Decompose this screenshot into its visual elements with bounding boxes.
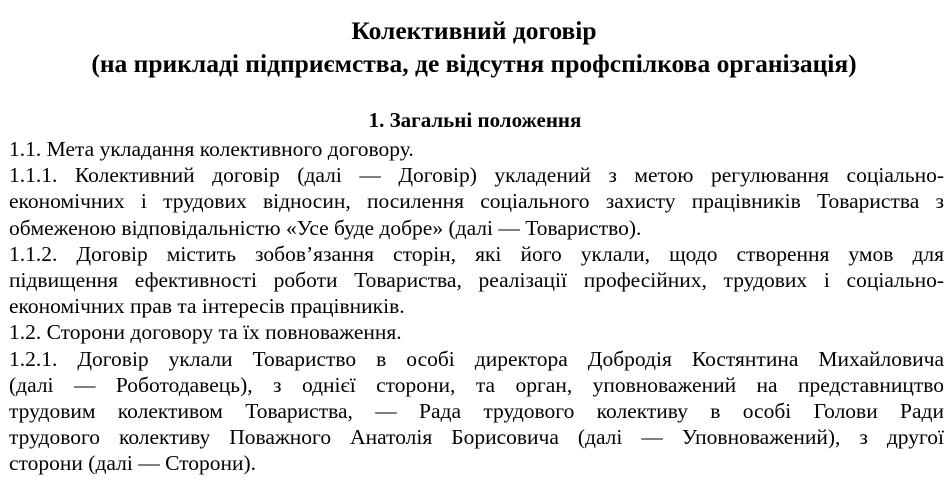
- paragraph-line: 1.2. Сторони договору та їх повноваження.: [9, 320, 402, 345]
- subtitle-line: (на прикладі підприємства, де відсутня профспілкова організація): [91, 49, 857, 78]
- paragraph-line: підвищення ефективності роботи Товариства, реалізації професійних, трудових і соціально-: [9, 268, 944, 293]
- paragraph-1-2-1: [9, 346, 944, 477]
- document-title: [0, 14, 948, 80]
- paragraph-line: трудового колективу Поважного Анатолія Борисовича (далі — Уповноважений), з другої: [9, 425, 944, 450]
- paragraph-1-2: [9, 319, 944, 345]
- paragraph-line: 1.2.1. Договір уклали Товариство в особі директора Добродія Костянтина Михайловича: [9, 346, 944, 371]
- paragraph-line: 1.1. Мета укладання колективного договору.: [9, 137, 414, 161]
- paragraph-line: сторони (далі — Сторони).: [9, 451, 257, 476]
- section-heading: 1. Загальні положення: [368, 108, 582, 132]
- paragraph-line: обмеженою відповідальністю «Усе буде добре» (далі — Товариство).: [9, 215, 642, 240]
- title-line: Колективний договір: [351, 16, 597, 45]
- paragraph-line: 1.1.1. Колективний договір (далі — Договір) укладений з метою регулювання соціально-: [9, 163, 944, 188]
- paragraph-1-1-2: [9, 241, 944, 320]
- paragraph-line: трудовим колективом Товариства, — Рада трудового колективу в особі Голови Ради: [9, 399, 944, 424]
- paragraph-line: економічних і трудових відносин, посилення соціального захисту працівників Товариства з: [9, 189, 944, 214]
- document-body: [9, 136, 944, 477]
- paragraph-1-1: [9, 136, 944, 162]
- paragraph-1-1-1: [9, 162, 944, 241]
- paragraph-line: (далі — Роботодавець), з однієї сторони, та орган, уповноважений на представництво: [9, 372, 944, 397]
- paragraph-line: 1.1.2. Договір містить зобов’язання сторін, які його уклали, щодо створення умов для: [9, 241, 944, 266]
- paragraph-line: економічних прав та інтересів працівників.: [9, 294, 405, 319]
